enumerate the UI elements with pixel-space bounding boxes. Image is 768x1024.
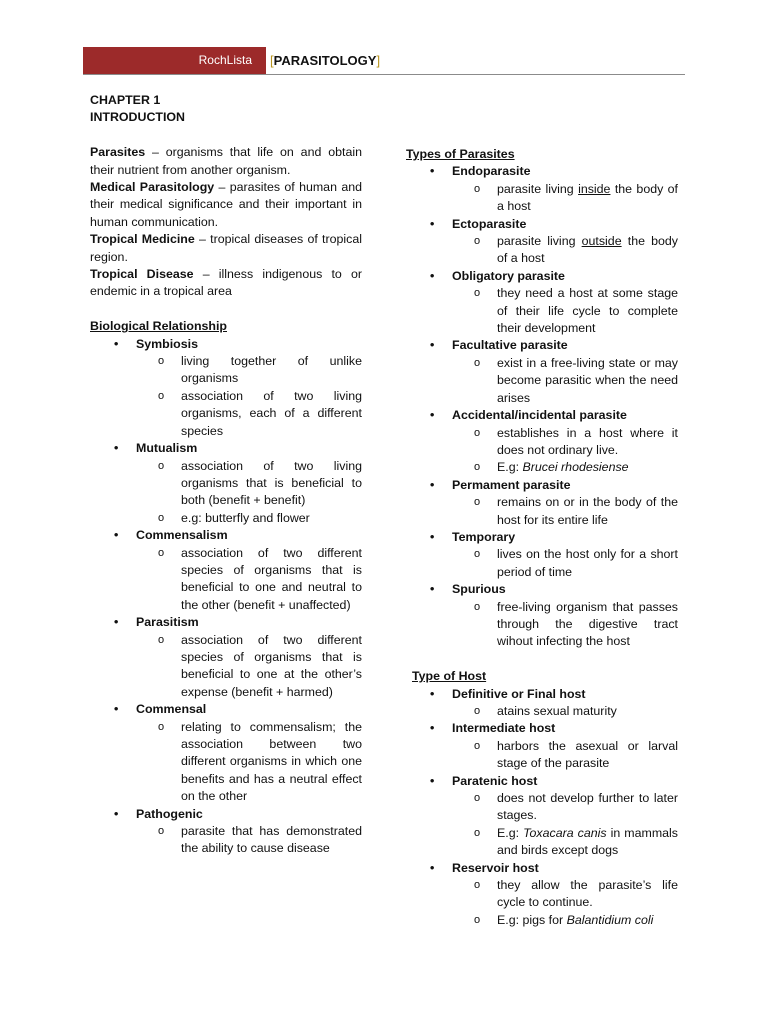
sub-item: o exist in a free-living state or may become parasitic when the need arises	[474, 355, 678, 405]
sub-item: o establishes in a host where it does not ordinary live.	[474, 425, 678, 457]
sub-item: o lives on the host only for a short period of time	[474, 547, 678, 579]
header-bar	[83, 47, 266, 74]
sub-item: o remains on or in the body of the host for its entire life	[474, 495, 678, 527]
sub-item: o atains sexual maturity	[474, 703, 617, 718]
definition: Medical Parasitology – parasites of human and their medical significance and their important in human communication.	[90, 180, 362, 229]
chapter-label: CHAPTER 1	[90, 93, 161, 107]
list-item: • Reservoir host	[430, 860, 539, 875]
header-divider	[83, 74, 685, 75]
section-heading-host: Type of Host	[412, 669, 487, 684]
definition: Tropical Medicine – tropical diseases of tropical region.	[90, 232, 362, 264]
sub-item: o relating to commensalism; the association between two different organisms in which one benefits and has a neutral effect on the other	[158, 719, 362, 804]
left-column	[90, 92, 362, 858]
header-title: [PARASITOLOGY]	[270, 53, 381, 68]
sub-item: o does not develop further to later stages.	[474, 791, 678, 823]
section-heading-types: Types of Parasites	[406, 147, 515, 161]
list-item: • Mutualism	[114, 441, 198, 456]
list-item: • Parasitism	[114, 615, 199, 630]
sub-item: o association of two different species of organisms that is beneficial to one and neutral to the other (benefit + unaffected)	[158, 545, 362, 612]
sub-item: o association of two different species of organisms that is beneficial to one at the other’s expense (benefit + harmed)	[158, 632, 362, 699]
sub-item: o they need a host at some stage of their life cycle to complete their development	[474, 286, 678, 336]
list-item: • Endoparasite	[430, 164, 531, 179]
definition: Tropical Disease – illness indigenous to or endemic in a tropical area	[90, 267, 362, 299]
list-item: • Paratenic host	[430, 773, 538, 788]
sub-item: o parasite that has demonstrated the ability to cause disease	[158, 824, 362, 856]
sub-item: o they allow the parasite’s life cycle to continue.	[474, 878, 678, 910]
list-item: • Obligatory parasite	[430, 268, 565, 283]
sub-item: o parasite living inside the body of a host	[474, 181, 679, 214]
list-item: • Permament parasite	[430, 477, 571, 492]
list-item: • Commensalism	[114, 528, 228, 543]
header-author: RochLista	[198, 53, 252, 67]
sub-item: o E.g: Toxacara canis in mammals and birds except dogs	[474, 825, 678, 858]
sub-item: o e.g: butterfly and flower	[158, 510, 310, 525]
list-item: • Ectoparasite	[430, 216, 527, 231]
list-item: • Accidental/incidental parasite	[430, 408, 627, 423]
definition: Parasites – organisms that life on and obtain their nutrient from another organism.	[90, 145, 362, 177]
sub-item: o E.g: pigs for Balantidium coli	[474, 912, 654, 927]
sub-item: o parasite living outside the body of a host	[474, 234, 678, 266]
list-item: • Pathogenic	[114, 806, 203, 821]
list-item: • Commensal	[114, 702, 207, 717]
sub-item: o harbors the asexual or larval stage of the parasite	[474, 738, 678, 771]
sub-item: o free-living organism that passes through the digestive tract wihout infecting the host	[474, 599, 678, 649]
section-heading-biological: Biological Relationship	[90, 319, 227, 334]
sub-item: o association of two living organisms, each of a different species	[158, 388, 362, 438]
list-item: • Intermediate host	[430, 721, 556, 736]
right-column	[406, 146, 678, 929]
list-item: • Spurious	[430, 582, 506, 597]
list-item: • Temporary	[430, 529, 516, 544]
sub-item: o association of two living organisms that is beneficial to both (benefit + benefit)	[158, 458, 362, 508]
sub-item: o E.g: Brucei rhodesiense	[474, 460, 629, 475]
chapter-title: INTRODUCTION	[90, 110, 185, 125]
sub-item: o living together of unlike organisms	[158, 354, 362, 386]
list-item: • Facultative parasite	[430, 338, 568, 353]
list-item: • Symbiosis	[114, 336, 198, 351]
list-item: • Definitive or Final host	[430, 686, 586, 701]
